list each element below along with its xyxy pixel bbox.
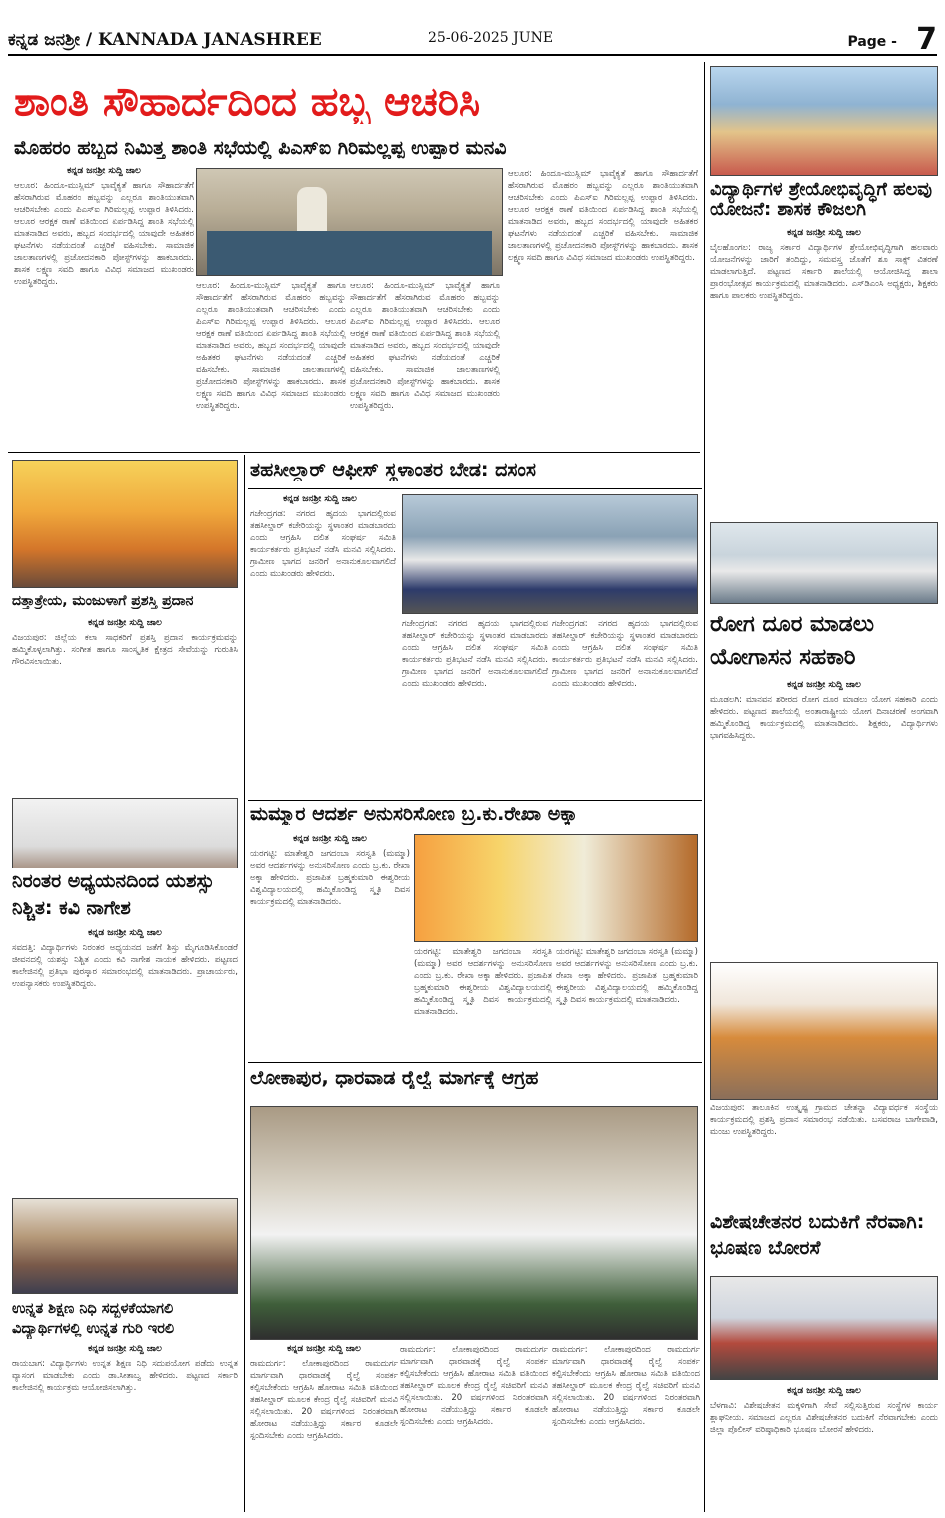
nirantara-headline: ನಿರಂತರ ಅಧ್ಯಯನದಿಂದ ಯಶಸ್ಸು ನಿಶ್ಚಿತ: ಕವಿ ನಾಗೇಶ xyxy=(12,868,238,921)
lead-subhead: ಮೊಹರಂ ಹಬ್ಬದ ನಿಮಿತ್ತ ಶಾಂತಿ ಸಭೆಯಲ್ಲಿ ಪಿಎಸ್ಐ ಗಿರಿಮಲ್ಲಪ್ಪ ಉಪ್ಪಾರ ಮನವಿ xyxy=(14,138,507,159)
police-event-photo xyxy=(710,1276,938,1380)
right-top-byline: ಕನ್ನಡ ಜನಶ್ರೀ ಸುದ್ದಿ ಜಾಲ xyxy=(787,228,861,238)
tahasildar-headline: ತಹಸೀಲ್ದಾರ್ ಆಫೀಸ್ ಸ್ಥಳಾಂತರ ಬೇಡ: ದಸಂಸ xyxy=(250,460,536,481)
lead-body-col-4: ಆಲೂರ: ಹಿಂದೂ-ಮುಸ್ಲಿಮ್ ಭಾವೈಕ್ಯತೆ ಹಾಗೂ ಸೌಹಾರ್ದತೆಗೆ ಹೆಸರಾಗಿರುವ ಮೊಹರಂ ಹಬ್ಬವನ್ನು ಎಲ್ಲರೂ ಶಾಂತಿಯುತವಾಗಿ ಆಚರಿಸಬೇಕು ಎಂದು ಪಿಎಸ್ಐ ಗಿರಿಮಲ್ಲಪ್ಪ ಉಪ್ಪಾರ ತಿಳಿಸಿದರು. ಆಲೂರ ಆರಕ್ಷಕ ಠಾಣೆ ವತಿಯಿಂದ ಏರ್ಪಡಿಸಿದ್ದ ಶಾಂತಿ ಸಭೆಯಲ್ಲಿ ಮಾತನಾಡಿದ ಅವರು, ಹಬ್ಬದ ಸಂದರ್ಭದಲ್ಲಿ ಯಾವುದೇ ಅಹಿತಕರ ಘಟನೆಗಳು ನಡೆಯದಂತೆ ಎಚ್ಚರಿಕೆ ವಹಿಸಬೇಕು. ಸಾಮಾಜಿಕ ಜಾಲತಾಣಗಳಲ್ಲಿ ಪ್ರಚೋದನಕಾರಿ ಪೋಸ್ಟ್‌ಗಳನ್ನು ಹಾಕಬಾರದು. ಶಾಸಕ ಲಕ್ಷ್ಮಣ ಸವದಿ ಹಾಗೂ ವಿವಿಧ ಸಮಾಜದ ಮುಖಂಡರು ಉಪಸ್ಥಿತರಿದ್ದರು. xyxy=(508,169,698,263)
tahasildar-body-col-1: ಗಜೇಂದ್ರಗಡ: ನಗರದ ಹೃದಯ ಭಾಗದಲ್ಲಿರುವ ತಹಸೀಲ್ದಾರ್ ಕಚೇರಿಯನ್ನು ಸ್ಥಳಾಂತರ ಮಾಡಬಾರದು ಎಂದು ಆಗ್ರಹಿಸಿ ದಲಿತ ಸಂಘರ್ಷ ಸಮಿತಿ ಕಾರ್ಯಕರ್ತರು ಪ್ರತಿಭಟನೆ ನಡೆಸಿ ಮನವಿ ಸಲ್ಲಿಸಿದರು. ಗ್ರಾಮೀಣ ಭಾಗದ ಜನರಿಗೆ ಅನಾನುಕೂಲವಾಗಲಿದೆ ಎಂದು ಮುಖಂಡರು ಹೇಳಿದರು. xyxy=(250,509,396,579)
dattatreya-body: ವಿಜಯಪುರ: ಜಿಲ್ಲೆಯ ಕಲಾ ಸಾಧಕರಿಗೆ ಪ್ರಶಸ್ತಿ ಪ್ರದಾನ ಕಾರ್ಯಕ್ರಮವನ್ನು ಹಮ್ಮಿಕೊಳ್ಳಲಾಗಿತ್ತು. ಸಂಗೀತ ಹಾಗೂ ಸಾಂಸ್ಕೃತಿಕ ಕ್ಷೇತ್ರದ ಸೇವೆಯನ್ನು ಗುರುತಿಸಿ ಗೌರವಿಸಲಾಯಿತು. xyxy=(12,633,238,667)
issue-date: 25-06-2025 JUNE xyxy=(428,30,554,46)
roga-byline: ಕನ್ನಡ ಜನಶ್ರೀ ಸುದ್ದಿ ಜಾಲ xyxy=(787,680,861,690)
column-rule xyxy=(704,62,705,1512)
bhushana-headline: ವಿಶೇಷಚೇತನರ ಬದುಕಿಗೆ ನೆರವಾಗಿ: ಭೂಷಣ ಬೋರಸೆ xyxy=(710,1211,925,1259)
section-divider xyxy=(248,800,702,801)
mammara-body-col-3: ಯರಗಟ್ಟಿ: ಮಾತೇಶ್ವರಿ ಜಗದಂಬಾ ಸರಸ್ವತಿ (ಮಮ್ಮಾ) ಅವರ ಆದರ್ಶಗಳನ್ನು ಅನುಸರಿಸೋಣ ಎಂದು ಬ್ರ.ಕು. ರೇಖಾ ಅಕ್ಕಾ ಹೇಳಿದರು. ಪ್ರಜಾಪಿತ ಬ್ರಹ್ಮಕುಮಾರಿ ಈಶ್ವರೀಯ ವಿಶ್ವವಿದ್ಯಾಲಯದಲ್ಲಿ ಹಮ್ಮಿಕೊಂಡಿದ್ದ ಸ್ಮೃತಿ ದಿವಸ ಕಾರ್ಯಕ್ರಮದಲ್ಲಿ ಮಾತನಾಡಿದರು. xyxy=(556,947,698,1005)
masthead xyxy=(8,8,937,56)
tahasildar-byline: ಕನ್ನಡ ಜನಶ್ರೀ ಸುದ್ದಿ ಜಾಲ xyxy=(283,494,357,504)
dattatreya-byline: ಕನ್ನಡ ಜನಶ್ರೀ ಸುದ್ದಿ ಜಾಲ xyxy=(88,618,162,628)
tahasildar-body-col-3: ಗಜೇಂದ್ರಗಡ: ನಗರದ ಹೃದಯ ಭಾಗದಲ್ಲಿರುವ ತಹಸೀಲ್ದಾರ್ ಕಚೇರಿಯನ್ನು ಸ್ಥಳಾಂತರ ಮಾಡಬಾರದು ಎಂದು ಆಗ್ರಹಿಸಿ ದಲಿತ ಸಂಘರ್ಷ ಸಮಿತಿ ಕಾರ್ಯಕರ್ತರು ಪ್ರತಿಭಟನೆ ನಡೆಸಿ ಮನವಿ ಸಲ್ಲಿಸಿದರು. ಗ್ರಾಮೀಣ ಭಾಗದ ಜನರಿಗೆ ಅನಾನುಕೂಲವಾಗಲಿದೆ ಎಂದು ಮುಖಂಡರು ಹೇಳಿದರು. xyxy=(552,619,698,689)
bhushana-byline: ಕನ್ನಡ ಜನಶ್ರೀ ಸುದ್ದಿ ಜಾಲ xyxy=(787,1386,861,1396)
bhushana-body: ಬೆಳಗಾವಿ: ವಿಶೇಷಚೇತನ ಮಕ್ಕಳಿಗಾಗಿ ಸೇವೆ ಸಲ್ಲಿಸುತ್ತಿರುವ ಸಂಸ್ಥೆಗಳ ಕಾರ್ಯ ಶ್ಲಾಘನೀಯ. ಸಮಾಜದ ಎಲ್ಲರೂ ವಿಶೇಷಚೇತನರ ಬದುಕಿಗೆ ನೆರವಾಗಬೇಕು ಎಂದು ಜಿಲ್ಲಾ ಪೊಲೀಸ್ ವರಿಷ್ಠಾಧಿಕಾರಿ ಭೂಷಣ ಬೋರಸೆ ಹೇಳಿದರು. xyxy=(710,1401,938,1435)
railway-demand-photo xyxy=(250,1106,698,1340)
page-label: Page - xyxy=(847,34,897,50)
mammara-headline: ಮಮ್ಮಾರ ಆದರ್ಶ ಅನುಸರಿಸೋಣ ಬ್ರ.ಕು.ರೇಖಾ ಅಕ್ಕಾ xyxy=(250,804,578,825)
right-top-body: ಬೈಲಹೊಂಗಲ: ರಾಜ್ಯ ಸರ್ಕಾರ ವಿದ್ಯಾರ್ಥಿಗಳ ಶ್ರೇಯೋಭಿವೃದ್ಧಿಗಾಗಿ ಹಲವಾರು ಯೋಜನೆಗಳನ್ನು ಜಾರಿಗೆ ತಂದಿದ್ದು, ಸಮವಸ್ತ್ರ ಜೊತೆಗೆ ಶೂ ಸಾಕ್ಸ್ ವಿತರಣೆ ಮಾಡಲಾಗುತ್ತಿದೆ. ಪಟ್ಟಣದ ಸರ್ಕಾರಿ ಶಾಲೆಯಲ್ಲಿ ಆಯೋಜಿಸಿದ್ದ ಶಾಲಾ ಪ್ರಾರಂಭೋತ್ಸವ ಕಾರ್ಯಕ್ರಮದಲ್ಲಿ ಮಾತನಾಡಿದರು. ಎಸ್‌ಡಿಎಂಸಿ ಅಧ್ಯಕ್ಷರು, ಶಿಕ್ಷಕರು ಹಾಗೂ ಪಾಲಕರು ಉಪಸ್ಥಿತರಿದ್ದರು. xyxy=(710,243,938,301)
lokapura-body-col-2: ರಾಮದುರ್ಗ: ಲೋಕಾಪುರದಿಂದ ರಾಮದುರ್ಗ ಮಾರ್ಗವಾಗಿ ಧಾರವಾಡಕ್ಕೆ ರೈಲ್ವೆ ಸಂಪರ್ಕ ಕಲ್ಪಿಸಬೇಕೆಂದು ಆಗ್ರಹಿಸಿ ಹೋರಾಟ ಸಮಿತಿ ವತಿಯಿಂದ ತಹಸೀಲ್ದಾರ್ ಮೂಲಕ ಕೇಂದ್ರ ರೈಲ್ವೆ ಸಚಿವರಿಗೆ ಮನವಿ ಸಲ್ಲಿಸಲಾಯಿತು. 20 ವರ್ಷಗಳಿಂದ ನಿರಂತರವಾಗಿ ಹೋರಾಟ ನಡೆಯುತ್ತಿದ್ದು ಸರ್ಕಾರ ಕೂಡಲೇ ಸ್ಪಂದಿಸಬೇಕು ಎಂದು ಆಗ್ರಹಿಸಿದರು. xyxy=(400,1345,548,1427)
award-photo xyxy=(12,460,238,588)
lead-body-col-1: ಆಲೂರ: ಹಿಂದೂ-ಮುಸ್ಲಿಮ್ ಭಾವೈಕ್ಯತೆ ಹಾಗೂ ಸೌಹಾರ್ದತೆಗೆ ಹೆಸರಾಗಿರುವ ಮೊಹರಂ ಹಬ್ಬವನ್ನು ಎಲ್ಲರೂ ಶಾಂತಿಯುತವಾಗಿ ಆಚರಿಸಬೇಕು ಎಂದು ಪಿಎಸ್ಐ ಗಿರಿಮಲ್ಲಪ್ಪ ಉಪ್ಪಾರ ತಿಳಿಸಿದರು. ಆಲೂರ ಆರಕ್ಷಕ ಠಾಣೆ ವತಿಯಿಂದ ಏರ್ಪಡಿಸಿದ್ದ ಶಾಂತಿ ಸಭೆಯಲ್ಲಿ ಮಾತನಾಡಿದ ಅವರು, ಹಬ್ಬದ ಸಂದರ್ಭದಲ್ಲಿ ಯಾವುದೇ ಅಹಿತಕರ ಘಟನೆಗಳು ನಡೆಯದಂತೆ ಎಚ್ಚರಿಕೆ ವಹಿಸಬೇಕು. ಸಾಮಾಜಿಕ ಜಾಲತಾಣಗಳಲ್ಲಿ ಪ್ರಚೋದನಕಾರಿ ಪೋಸ್ಟ್‌ಗಳನ್ನು ಹಾಕಬಾರದು. ಶಾಸಕ ಲಕ್ಷ್ಮಣ ಸವದಿ ಹಾಗೂ ವಿವಿಧ ಸಮಾಜದ ಮುಖಂಡರು ಉಪಸ್ಥಿತರಿದ್ದರು. xyxy=(14,181,194,287)
protest-photo xyxy=(402,494,698,614)
nirantara-byline: ಕನ್ನಡ ಜನಶ್ರೀ ಸುದ್ದಿ ಜಾಲ xyxy=(88,928,162,938)
lokapura-headline: ಲೋಕಾಪುರ, ಧಾರವಾಡ ರೈಲ್ವೆ ಮಾರ್ಗಕ್ಕೆ ಆಗ್ರಹ xyxy=(250,1068,539,1089)
lead-body-col-2: ಆಲೂರ: ಹಿಂದೂ-ಮುಸ್ಲಿಮ್ ಭಾವೈಕ್ಯತೆ ಹಾಗೂ ಸೌಹಾರ್ದತೆಗೆ ಹೆಸರಾಗಿರುವ ಮೊಹರಂ ಹಬ್ಬವನ್ನು ಎಲ್ಲರೂ ಶಾಂತಿಯುತವಾಗಿ ಆಚರಿಸಬೇಕು ಎಂದು ಪಿಎಸ್ಐ ಗಿರಿಮಲ್ಲಪ್ಪ ಉಪ್ಪಾರ ತಿಳಿಸಿದರು. ಆಲೂರ ಆರಕ್ಷಕ ಠಾಣೆ ವತಿಯಿಂದ ಏರ್ಪಡಿಸಿದ್ದ ಶಾಂತಿ ಸಭೆಯಲ್ಲಿ ಮಾತನಾಡಿದ ಅವರು, ಹಬ್ಬದ ಸಂದರ್ಭದಲ್ಲಿ ಯಾವುದೇ ಅಹಿತಕರ ಘಟನೆಗಳು ನಡೆಯದಂತೆ ಎಚ್ಚರಿಕೆ ವಹಿಸಬೇಕು. ಸಾಮಾಜಿಕ ಜಾಲತಾಣಗಳಲ್ಲಿ ಪ್ರಚೋದನಕಾರಿ ಪೋಸ್ಟ್‌ಗಳನ್ನು ಹಾಕಬಾರದು. ಶಾಸಕ ಲಕ್ಷ್ಮಣ ಸವದಿ ಹಾಗೂ ವಿವಿಧ ಸಮಾಜದ ಮುಖಂಡರು ಉಪಸ್ಥಿತರಿದ್ದರು. xyxy=(196,281,346,411)
page-number: 7 xyxy=(916,22,937,57)
brahmakumari-photo xyxy=(414,834,698,942)
section-divider xyxy=(8,452,700,453)
lead-byline: ಕನ್ನಡ ಜನಶ್ರೀ ಸುದ್ದಿ ಜಾಲ xyxy=(67,166,141,176)
felicitation-photo xyxy=(710,962,938,1100)
mammara-body-col-1: ಯರಗಟ್ಟಿ: ಮಾತೇಶ್ವರಿ ಜಗದಂಬಾ ಸರಸ್ವತಿ (ಮಮ್ಮಾ) ಅವರ ಆದರ್ಶಗಳನ್ನು ಅನುಸರಿಸೋಣ ಎಂದು ಬ್ರ.ಕು. ರೇಖಾ ಅಕ್ಕಾ ಹೇಳಿದರು. ಪ್ರಜಾಪಿತ ಬ್ರಹ್ಮಕುಮಾರಿ ಈಶ್ವರೀಯ ವಿಶ್ವವಿದ್ಯಾಲಯದಲ್ಲಿ ಹಮ್ಮಿಕೊಂಡಿದ್ದ ಸ್ಮೃತಿ ದಿವಸ ಕಾರ್ಯಕ್ರಮದಲ್ಲಿ ಮಾತನಾಡಿದರು. xyxy=(250,849,410,907)
college-event-photo xyxy=(12,1198,238,1294)
lead-photo xyxy=(196,168,503,276)
unnata-byline: ಕನ್ನಡ ಜನಶ್ರೀ ಸುದ್ದಿ ಜಾಲ xyxy=(88,1344,162,1354)
vijayapura-caption: ವಿಜಯಪುರ: ತಾಲೂಕಿನ ಉತ್ಕೃಷ್ಟ ಗ್ರಾಮದ ಚೇತನ್ನಾ ವಿದ್ಯಾವರ್ಧಕ ಸಂಸ್ಥೆಯ ಕಾರ್ಯಕ್ರಮದಲ್ಲಿ ಪ್ರಶಸ್ತಿ ಪ್ರದಾನ ಸಮಾರಂಭ ನಡೆಯಿತು. ಬಸವರಾಜ ಬಾಗೇವಾಡಿ, ಮಂಜು ಉಪಸ್ಥಿತರಿದ್ದರು. xyxy=(710,1103,938,1137)
lead-headline: ಶಾಂತಿ ಸೌಹಾರ್ದದಿಂದ ಹಬ್ಬ ಆಚರಿಸಿ xyxy=(14,80,481,124)
lokapura-byline: ಕನ್ನಡ ಜನಶ್ರೀ ಸುದ್ದಿ ಜಾಲ xyxy=(287,1344,361,1354)
lead-body-col-3: ಆಲೂರ: ಹಿಂದೂ-ಮುಸ್ಲಿಮ್ ಭಾವೈಕ್ಯತೆ ಹಾಗೂ ಸೌಹಾರ್ದತೆಗೆ ಹೆಸರಾಗಿರುವ ಮೊಹರಂ ಹಬ್ಬವನ್ನು ಎಲ್ಲರೂ ಶಾಂತಿಯುತವಾಗಿ ಆಚರಿಸಬೇಕು ಎಂದು ಪಿಎಸ್ಐ ಗಿರಿಮಲ್ಲಪ್ಪ ಉಪ್ಪಾರ ತಿಳಿಸಿದರು. ಆಲೂರ ಆರಕ್ಷಕ ಠಾಣೆ ವತಿಯಿಂದ ಏರ್ಪಡಿಸಿದ್ದ ಶಾಂತಿ ಸಭೆಯಲ್ಲಿ ಮಾತನಾಡಿದ ಅವರು, ಹಬ್ಬದ ಸಂದರ್ಭದಲ್ಲಿ ಯಾವುದೇ ಅಹಿತಕರ ಘಟನೆಗಳು ನಡೆಯದಂತೆ ಎಚ್ಚರಿಕೆ ವಹಿಸಬೇಕು. ಸಾಮಾಜಿಕ ಜಾಲತಾಣಗಳಲ್ಲಿ ಪ್ರಚೋದನಕಾರಿ ಪೋಸ್ಟ್‌ಗಳನ್ನು ಹಾಕಬಾರದು. ಶಾಸಕ ಲಕ್ಷ್ಮಣ ಸವದಿ ಹಾಗೂ ವಿವಿಧ ಸಮಾಜದ ಮುಖಂಡರು ಉಪಸ್ಥಿತರಿದ್ದರು. xyxy=(350,281,500,411)
lokapura-body-col-1: ರಾಮದುರ್ಗ: ಲೋಕಾಪುರದಿಂದ ರಾಮದುರ್ಗ ಮಾರ್ಗವಾಗಿ ಧಾರವಾಡಕ್ಕೆ ರೈಲ್ವೆ ಸಂಪರ್ಕ ಕಲ್ಪಿಸಬೇಕೆಂದು ಆಗ್ರಹಿಸಿ ಹೋರಾಟ ಸಮಿತಿ ವತಿಯಿಂದ ತಹಸೀಲ್ದಾರ್ ಮೂಲಕ ಕೇಂದ್ರ ರೈಲ್ವೆ ಸಚಿವರಿಗೆ ಮನವಿ ಸಲ್ಲಿಸಲಾಯಿತು. 20 ವರ್ಷಗಳಿಂದ ನಿರಂತರವಾಗಿ ಹೋರಾಟ ನಡೆಯುತ್ತಿದ್ದು ಸರ್ಕಾರ ಕೂಡಲೇ ಸ್ಪಂದಿಸಬೇಕು ಎಂದು ಆಗ್ರಹಿಸಿದರು. xyxy=(250,1359,398,1441)
section-divider xyxy=(248,488,702,489)
mammara-body-col-2: ಯರಗಟ್ಟಿ: ಮಾತೇಶ್ವರಿ ಜಗದಂಬಾ ಸರಸ್ವತಿ (ಮಮ್ಮಾ) ಅವರ ಆದರ್ಶಗಳನ್ನು ಅನುಸರಿಸೋಣ ಎಂದು ಬ್ರ.ಕು. ರೇಖಾ ಅಕ್ಕಾ ಹೇಳಿದರು. ಪ್ರಜಾಪಿತ ಬ್ರಹ್ಮಕುಮಾರಿ ಈಶ್ವರೀಯ ವಿಶ್ವವಿದ್ಯಾಲಯದಲ್ಲಿ ಹಮ್ಮಿಕೊಂಡಿದ್ದ ಸ್ಮೃತಿ ದಿವಸ ಕಾರ್ಯಕ್ರಮದಲ್ಲಿ ಮಾತನಾಡಿದರು. xyxy=(414,947,552,1017)
students-photo xyxy=(710,66,938,176)
dattatreya-headline: ದತ್ತಾತ್ರೇಯ, ಮಂಜುಳಾಗೆ ಪ್ರಶಸ್ತಿ ಪ್ರದಾನ xyxy=(12,594,194,609)
right-top-headline: ವಿದ್ಯಾರ್ಥಿಗಳ ಶ್ರೇಯೋಭಿವೃದ್ಧಿಗೆ ಹಲವು ಯೋಜನೆ: ಶಾಸಕ ಕೌಜಲಗಿ xyxy=(710,180,932,220)
nirantara-body: ಸವದತ್ತಿ: ವಿದ್ಯಾರ್ಥಿಗಳು ನಿರಂತರ ಅಧ್ಯಯನದ ಜತೆಗೆ ಶಿಸ್ತು ಮೈಗೂಡಿಸಿಕೊಂಡರೆ ಜೀವನದಲ್ಲಿ ಯಶಸ್ಸು ನಿಶ್ಚಿತ ಎಂದು ಕವಿ ನಾಗೇಶ ನಾಯಕ ಹೇಳಿದರು. ಪಟ್ಟಣದ ಕಾಲೇಜಿನಲ್ಲಿ ಪ್ರತಿಭಾ ಪುರಸ್ಕಾರ ಸಮಾರಂಭದಲ್ಲಿ ಮಾತನಾಡಿದರು. ಪ್ರಾಚಾರ್ಯರು, ಉಪನ್ಯಾಸಕರು ಉಪಸ್ಥಿತರಿದ್ದರು. xyxy=(12,943,238,989)
roga-body: ಮೂಡಲಗಿ: ಮಾನವನ ಶರೀರದ ರೋಗ ದೂರ ಮಾಡಲು ಯೋಗ ಸಹಕಾರಿ ಎಂದು ಹೇಳಿದರು. ಪಟ್ಟಣದ ಶಾಲೆಯಲ್ಲಿ ಅಂತಾರಾಷ್ಟ್ರೀಯ ಯೋಗ ದಿನಾಚರಣೆ ಅಂಗವಾಗಿ ಹಮ್ಮಿಕೊಂಡಿದ್ದ ಕಾರ್ಯಕ್ರಮದಲ್ಲಿ ಮಾತನಾಡಿದರು. ಶಿಕ್ಷಕರು, ವಿದ್ಯಾರ್ಥಿಗಳು ಭಾಗವಹಿಸಿದ್ದರು. xyxy=(710,695,938,741)
section-divider xyxy=(248,1062,702,1063)
unnata-headline: ಉನ್ನತ ಶಿಕ್ಷಣ ನಿಧಿ ಸದ್ಬಳಕೆಯಾಗಲಿ ವಿದ್ಯಾರ್ಥಿಗಳಲ್ಲಿ ಉನ್ನತ ಗುರಿ ಇರಲಿ xyxy=(12,1301,175,1337)
column-rule xyxy=(244,455,245,1512)
unnata-body: ರಾಯಬಾಗ: ವಿದ್ಯಾರ್ಥಿಗಳು ಉನ್ನತ ಶಿಕ್ಷಣ ನಿಧಿ ಸದುಪಯೋಗ ಪಡೆದು ಉನ್ನತ ವ್ಯಾಸಂಗ ಮಾಡಬೇಕು ಎಂದು ಡಾ.ಸೀತಾಬ್ವ ಹೇಳಿದರು. ಪಟ್ಟಣದ ಸರ್ಕಾರಿ ಕಾಲೇಜಿನಲ್ಲಿ ಕಾರ್ಯಕ್ರಮ ಆಯೋಜಿಸಲಾಗಿತ್ತು. xyxy=(12,1359,238,1393)
roga-headline: ರೋಗ ದೂರ ಮಾಡಲು ಯೋಗಾಸನ ಸಹಕಾರಿ xyxy=(710,612,874,670)
newspaper-name: ಕನ್ನಡ ಜನಶ್ರೀ / KANNADA JANASHREE xyxy=(8,30,322,50)
tahasildar-body-col-2: ಗಜೇಂದ್ರಗಡ: ನಗರದ ಹೃದಯ ಭಾಗದಲ್ಲಿರುವ ತಹಸೀಲ್ದಾರ್ ಕಚೇರಿಯನ್ನು ಸ್ಥಳಾಂತರ ಮಾಡಬಾರದು ಎಂದು ಆಗ್ರಹಿಸಿ ದಲಿತ ಸಂಘರ್ಷ ಸಮಿತಿ ಕಾರ್ಯಕರ್ತರು ಪ್ರತಿಭಟನೆ ನಡೆಸಿ ಮನವಿ ಸಲ್ಲಿಸಿದರು. ಗ್ರಾಮೀಣ ಭಾಗದ ಜನರಿಗೆ ಅನಾನುಕೂಲವಾಗಲಿದೆ ಎಂದು ಮುಖಂಡರು ಹೇಳಿದರು. xyxy=(402,619,548,689)
mammara-byline: ಕನ್ನಡ ಜನಶ್ರೀ ಸುದ್ದಿ ಜಾಲ xyxy=(293,834,367,844)
lokapura-body-col-3: ರಾಮದುರ್ಗ: ಲೋಕಾಪುರದಿಂದ ರಾಮದುರ್ಗ ಮಾರ್ಗವಾಗಿ ಧಾರವಾಡಕ್ಕೆ ರೈಲ್ವೆ ಸಂಪರ್ಕ ಕಲ್ಪಿಸಬೇಕೆಂದು ಆಗ್ರಹಿಸಿ ಹೋರಾಟ ಸಮಿತಿ ವತಿಯಿಂದ ತಹಸೀಲ್ದಾರ್ ಮೂಲಕ ಕೇಂದ್ರ ರೈಲ್ವೆ ಸಚಿವರಿಗೆ ಮನವಿ ಸಲ್ಲಿಸಲಾಯಿತು. 20 ವರ್ಷಗಳಿಂದ ನಿರಂತರವಾಗಿ ಹೋರಾಟ ನಡೆಯುತ್ತಿದ್ದು ಸರ್ಕಾರ ಕೂಡಲೇ ಸ್ಪಂದಿಸಬೇಕು ಎಂದು ಆಗ್ರಹಿಸಿದರು. xyxy=(552,1345,700,1427)
officials-photo xyxy=(710,522,938,604)
